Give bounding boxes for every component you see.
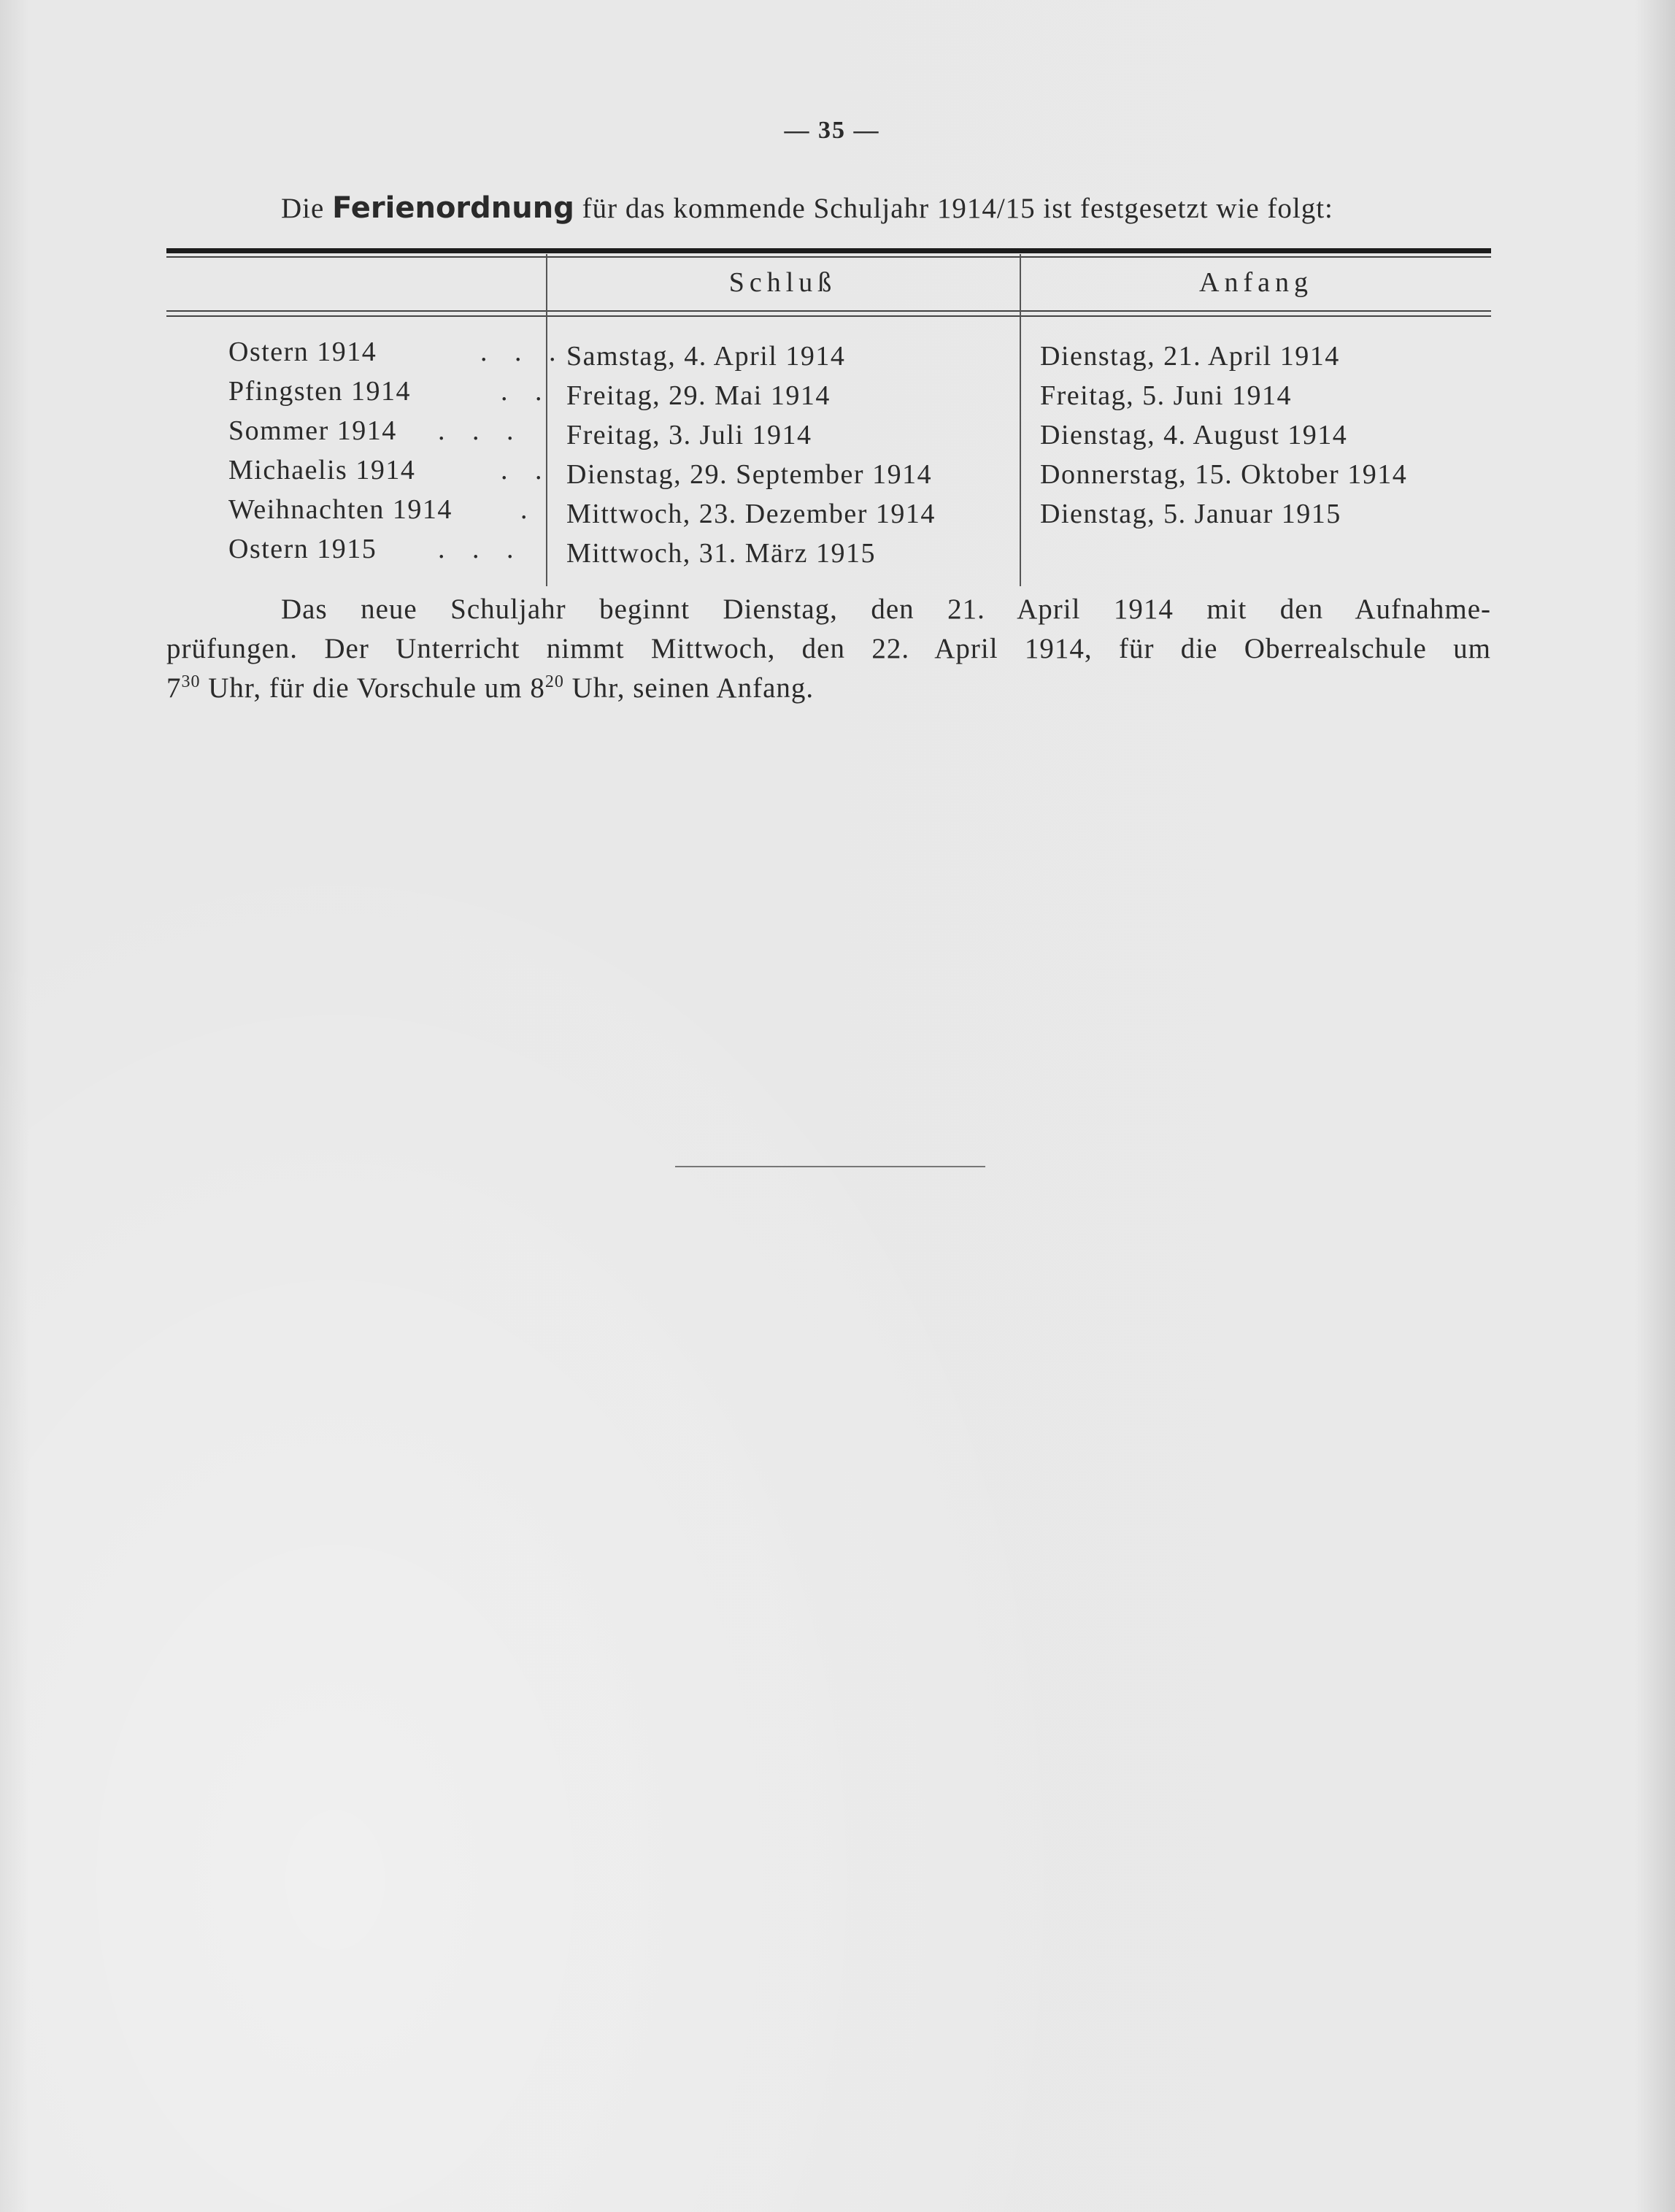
table-divider-2 — [1020, 254, 1021, 586]
leader-dots: . . — [501, 376, 552, 407]
leader-dots: . — [520, 494, 538, 525]
table-row-label — [228, 372, 552, 411]
intro-before: Die — [281, 193, 325, 224]
table-row-label — [228, 332, 566, 372]
table-row-label — [228, 490, 538, 529]
table-header-rule-2 — [166, 315, 1491, 317]
row-label-text: Pfingsten 1914 — [228, 376, 412, 407]
table-cell-anfang: Freitag, 5. Juni 1914 — [1040, 380, 1292, 411]
table-cell-anfang: Dienstag, 4. August 1914 — [1040, 420, 1348, 450]
table-row-label — [228, 411, 524, 450]
table-row-label — [228, 529, 524, 569]
leader-dots: . . . — [480, 337, 566, 367]
time-hour-1: 7 — [166, 672, 182, 704]
paragraph-text-end: Uhr, seinen Anfang. — [563, 672, 815, 704]
time-minutes-1: 30 — [181, 672, 201, 691]
table-divider-1 — [546, 254, 547, 586]
column-header-schluss: Schluß — [728, 267, 837, 298]
table-cell-schluss: Freitag, 29. Mai 1914 — [566, 380, 831, 411]
table-top-rule — [166, 248, 1491, 253]
closing-paragraph — [166, 590, 1491, 708]
intro-after: für das kommende Schuljahr 1914/15 ist festgesetzt wie folgt: — [582, 193, 1333, 224]
table-cell-anfang: Dienstag, 5. Januar 1915 — [1040, 499, 1341, 529]
paragraph-text-mid: Uhr, für die Vorschule um 8 — [200, 672, 545, 704]
table-cell-schluss: Mittwoch, 31. März 1915 — [566, 538, 876, 569]
row-label-text: Michaelis 1914 — [228, 455, 416, 485]
paragraph-line-1: Das neue Schuljahr beginnt Dienstag, den 21. April 1914 mit den Aufnahme- — [281, 594, 1491, 625]
leader-dots: . . — [501, 455, 552, 485]
column-header-anfang: Anfang — [1199, 267, 1313, 298]
table-cell-schluss: Samstag, 4. April 1914 — [566, 341, 846, 372]
table-cell-anfang: Dienstag, 21. April 1914 — [1040, 341, 1340, 372]
row-label-text: Ostern 1915 — [228, 534, 377, 564]
leader-dots: . . . — [438, 415, 524, 446]
paragraph-line-2: prüfungen. Der Unterricht nimmt Mittwoch, den 22. April 1914, für die Oberrealschule um — [166, 633, 1491, 664]
row-label-text: Sommer 1914 — [228, 415, 397, 446]
table-cell-anfang: Donnerstag, 15. Oktober 1914 — [1040, 459, 1408, 490]
table-top-thin-rule — [166, 256, 1491, 258]
table-cell-schluss: Mittwoch, 23. Dezember 1914 — [566, 499, 936, 529]
paragraph-line-3 — [166, 669, 1491, 708]
intro-sentence — [281, 191, 1493, 225]
row-label-text: Ostern 1914 — [228, 337, 377, 367]
time-minutes-2: 20 — [544, 672, 564, 691]
section-end-rule — [675, 1166, 985, 1167]
table-header-rule-1 — [166, 310, 1491, 312]
page-number: — 35 — — [784, 117, 880, 144]
row-label-text: Weihnachten 1914 — [228, 494, 453, 525]
table-cell-schluss: Freitag, 3. Juli 1914 — [566, 420, 812, 450]
table-row-label — [228, 450, 552, 490]
table-cell-schluss: Dienstag, 29. September 1914 — [566, 459, 933, 490]
intro-bold-term: Ferienordnung — [332, 191, 574, 225]
leader-dots: . . . — [438, 534, 524, 564]
